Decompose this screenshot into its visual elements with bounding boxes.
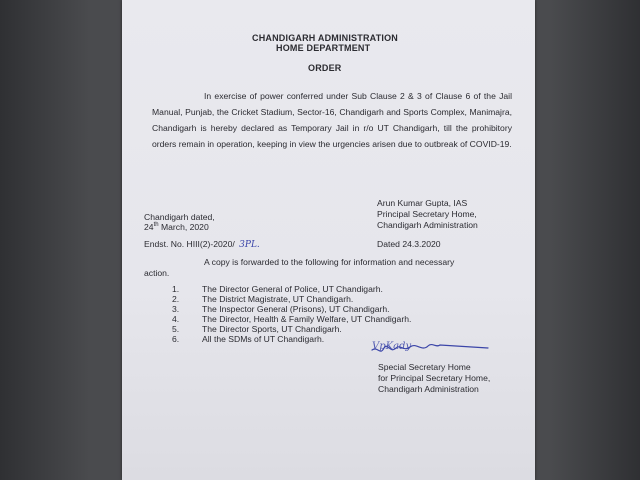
order-title: ORDER — [308, 63, 342, 73]
order-body-paragraph — [152, 88, 512, 152]
recipient-number: 2. — [172, 294, 180, 304]
signatory2-line-2: for Principal Secretary Home, — [378, 373, 491, 383]
recipient-item — [172, 304, 390, 314]
order-body-rest: the Jail Manual, Punjab, the Cricket Stadium, Sector-16, Chandigarh and Sports Complex, Manimajra, Chandigarh is hereby declared as Temporary Jail in r/o UT Chandigarh, till the prohibitory orders remain in operation, keeping in view the urgencies arisen due to outbreak of COVID-19. — [152, 91, 512, 149]
endorsement-handwritten-number: 3PL. — [239, 240, 260, 250]
recipient-text: All the SDMs of UT Chandigarh. — [202, 334, 325, 344]
recipient-item — [172, 314, 411, 324]
endorsement-date: Dated 24.3.2020 — [377, 239, 441, 249]
order-document-page — [122, 0, 535, 480]
header-line-1: CHANDIGARH ADMINISTRATION — [252, 33, 398, 43]
recipient-item — [172, 294, 353, 304]
recipient-text: The Inspector General (Prisons), UT Chandigarh. — [202, 304, 390, 314]
recipient-item — [172, 284, 383, 294]
recipient-text: The District Magistrate, UT Chandigarh. — [202, 294, 354, 304]
recipient-number: 5. — [172, 324, 180, 334]
order-date-month-year: March, 2020 — [158, 222, 209, 232]
recipient-text: The Director Sports, UT Chandigarh. — [202, 324, 342, 334]
order-date-suffix: th — [153, 222, 159, 229]
order-date-day: 24 — [144, 222, 154, 232]
date-place: Chandigarh dated, — [144, 212, 215, 222]
signatory1-designation: Principal Secretary Home, — [377, 209, 477, 219]
recipient-item — [172, 334, 324, 344]
copy-para-second-line: action. — [144, 268, 170, 278]
endorsement-number — [144, 239, 260, 252]
signatory2-line-1: Special Secretary Home — [378, 362, 471, 372]
recipient-number: 4. — [172, 314, 180, 324]
signature-text: VpKady — [372, 341, 412, 352]
recipient-text: The Director General of Police, UT Chandigarh. — [202, 284, 383, 294]
copy-para-first-line: A copy is forwarded to the following for information and necessary — [204, 257, 455, 267]
recipient-number: 3. — [172, 304, 180, 314]
recipient-item — [172, 324, 342, 334]
signatory1-org: Chandigarh Administration — [377, 220, 478, 230]
signatory1-name: Arun Kumar Gupta, IAS — [377, 198, 468, 208]
recipient-number: 6. — [172, 334, 180, 344]
handwritten-signature — [370, 336, 490, 362]
signatory2-line-3: Chandigarh Administration — [378, 384, 479, 394]
recipient-text: The Director, Health & Family Welfare, UT Chandigarh. — [202, 314, 412, 324]
recipient-number: 1. — [172, 284, 180, 294]
endorsement-printed: Endst. No. HIII(2)-2020/ — [144, 239, 235, 249]
order-body-first-line: In exercise of power conferred under Sub Clause 2 & 3 of Clause 6 of — [204, 91, 481, 101]
header-line-2: HOME DEPARTMENT — [276, 43, 371, 53]
order-date — [144, 222, 209, 233]
